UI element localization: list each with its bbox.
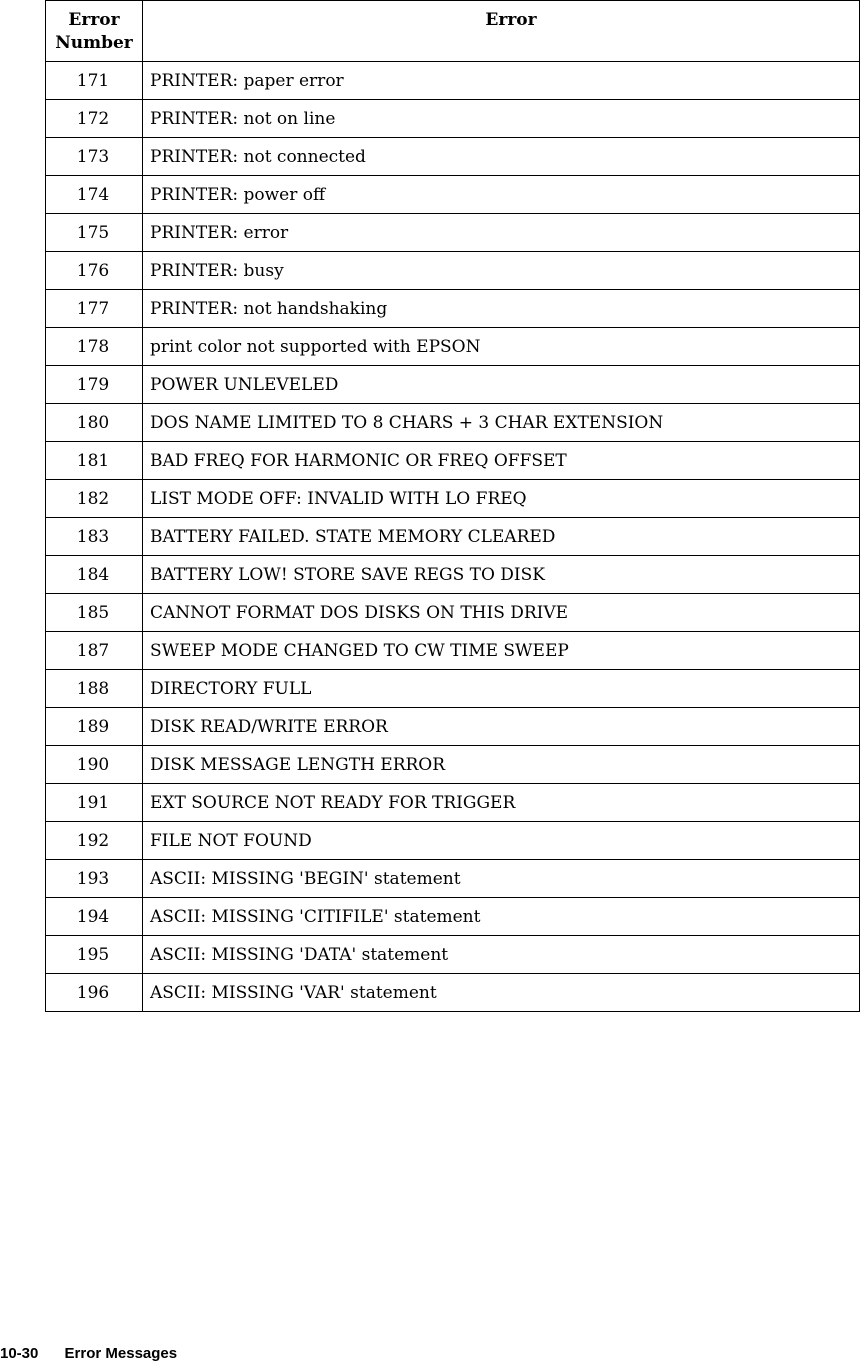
header-error: Error: [143, 1, 860, 62]
error-message-cell: EXT SOURCE NOT READY FOR TRIGGER: [143, 784, 860, 822]
error-number-cell: 175: [46, 214, 143, 252]
error-message-cell: DIRECTORY FULL: [143, 670, 860, 708]
error-number-cell: 171: [46, 62, 143, 100]
footer-section-title: Error Messages: [64, 1345, 178, 1362]
table-row: [46, 214, 860, 252]
error-number-cell: 180: [46, 404, 143, 442]
error-number-cell: 172: [46, 100, 143, 138]
error-message-cell: ASCII: MISSING 'BEGIN' statement: [143, 860, 860, 898]
error-number-cell: 178: [46, 328, 143, 366]
error-message-cell: SWEEP MODE CHANGED TO CW TIME SWEEP: [143, 632, 860, 670]
error-message-cell: PRINTER: not on line: [143, 100, 860, 138]
error-message-cell: PRINTER: not handshaking: [143, 290, 860, 328]
error-number-cell: 173: [46, 138, 143, 176]
table-row: [46, 442, 860, 480]
error-message-cell: print color not supported with EPSON: [143, 328, 860, 366]
page-footer: [0, 1345, 177, 1362]
table-row: [46, 594, 860, 632]
error-message-cell: LIST MODE OFF: INVALID WITH LO FREQ: [143, 480, 860, 518]
error-number-cell: 189: [46, 708, 143, 746]
error-number-cell: 174: [46, 176, 143, 214]
error-number-cell: 184: [46, 556, 143, 594]
error-number-cell: 194: [46, 898, 143, 936]
error-message-cell: PRINTER: paper error: [143, 62, 860, 100]
table-row: [46, 670, 860, 708]
error-message-cell: BAD FREQ FOR HARMONIC OR FREQ OFFSET: [143, 442, 860, 480]
table-row: [46, 480, 860, 518]
error-message-cell: ASCII: MISSING 'DATA' statement: [143, 936, 860, 974]
error-number-cell: 183: [46, 518, 143, 556]
table-row: [46, 328, 860, 366]
table-row: [46, 518, 860, 556]
table-row: [46, 252, 860, 290]
table-row: [46, 176, 860, 214]
error-table: [45, 0, 860, 1012]
error-number-cell: 185: [46, 594, 143, 632]
error-message-cell: PRINTER: busy: [143, 252, 860, 290]
error-message-cell: DOS NAME LIMITED TO 8 CHARS + 3 CHAR EXTENSION: [143, 404, 860, 442]
error-number-cell: 176: [46, 252, 143, 290]
error-message-cell: PRINTER: power off: [143, 176, 860, 214]
error-message-cell: DISK READ/WRITE ERROR: [143, 708, 860, 746]
error-number-cell: 192: [46, 822, 143, 860]
error-message-cell: BATTERY LOW! STORE SAVE REGS TO DISK: [143, 556, 860, 594]
header-error-number: [46, 1, 143, 62]
error-message-cell: ASCII: MISSING 'CITIFILE' statement: [143, 898, 860, 936]
table-row: [46, 62, 860, 100]
header-error-number-line2: Number: [55, 33, 133, 53]
table-row: [46, 556, 860, 594]
error-message-cell: FILE NOT FOUND: [143, 822, 860, 860]
table-row: [46, 708, 860, 746]
table-row: [46, 290, 860, 328]
error-number-cell: 182: [46, 480, 143, 518]
error-number-cell: 177: [46, 290, 143, 328]
error-message-cell: DISK MESSAGE LENGTH ERROR: [143, 746, 860, 784]
table-body: [46, 62, 860, 1012]
table-row: [46, 366, 860, 404]
error-number-cell: 181: [46, 442, 143, 480]
error-message-cell: POWER UNLEVELED: [143, 366, 860, 404]
error-message-cell: BATTERY FAILED. STATE MEMORY CLEARED: [143, 518, 860, 556]
error-number-cell: 196: [46, 974, 143, 1012]
error-message-cell: ASCII: MISSING 'VAR' statement: [143, 974, 860, 1012]
error-message-cell: PRINTER: error: [143, 214, 860, 252]
table-row: [46, 746, 860, 784]
table-row: [46, 100, 860, 138]
error-number-cell: 190: [46, 746, 143, 784]
error-message-cell: PRINTER: not connected: [143, 138, 860, 176]
table-row: [46, 974, 860, 1012]
error-number-cell: 188: [46, 670, 143, 708]
table-row: [46, 632, 860, 670]
error-number-cell: 187: [46, 632, 143, 670]
table-row: [46, 404, 860, 442]
header-error-number-line1: Error: [68, 10, 120, 30]
table-header-row: [46, 1, 860, 62]
table-row: [46, 898, 860, 936]
footer-page-number: 10-30: [0, 1345, 39, 1362]
table-row: [46, 138, 860, 176]
error-number-cell: 179: [46, 366, 143, 404]
error-number-cell: 191: [46, 784, 143, 822]
error-number-cell: 195: [46, 936, 143, 974]
error-message-cell: CANNOT FORMAT DOS DISKS ON THIS DRIVE: [143, 594, 860, 632]
table-row: [46, 936, 860, 974]
table-row: [46, 784, 860, 822]
table-row: [46, 860, 860, 898]
error-number-cell: 193: [46, 860, 143, 898]
table-row: [46, 822, 860, 860]
